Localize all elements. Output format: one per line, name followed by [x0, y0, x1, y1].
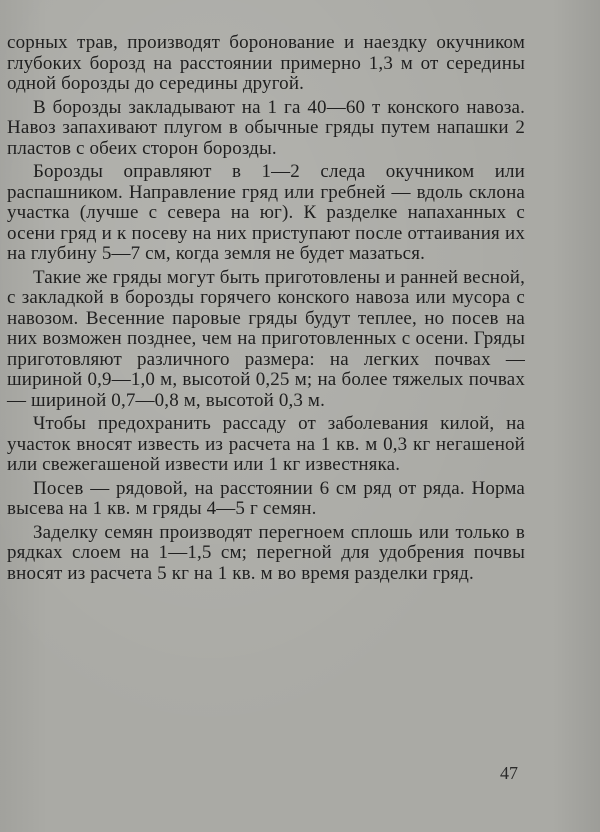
paragraph-3: Борозды оправляют в 1—2 следа окучником или распашником. Направление гряд или гребней — вдоль склона участка (лучше с севера на юг). К разделке напаханных с осени гряд и к посеву на них приступают после оттаивания их на глубину 5—7 см, когда земля не будет мазаться. [7, 161, 525, 264]
paragraph-2: В борозды закладывают на 1 га 40—60 т конского навоза. Навоз запахивают плугом в обычные гряды путем напашки 2 пластов с обеих сторон борозды. [7, 96, 525, 159]
page-body-text [7, 33, 525, 587]
paragraph-7: Заделку семян производят перегноем сплошь или только в рядках слоем на 1—1,5 см; перегной для удобрения почвы вносят из расчета 5 кг на 1 кв. м во время разделки гряд. [7, 521, 525, 584]
paragraph-6: Посев — рядовой, на расстоянии 6 см ряд от ряда. Норма высева на 1 кв. м гряды 4—5 г семян. [7, 477, 525, 519]
paragraph-1: сорных трав, производят боронование и наездку окучником глубоких борозд на расстоянии примерно 1,3 м от середины одной борозды до середины другой. [7, 32, 525, 94]
paragraph-4: Такие же гряды могут быть приготовлены и ранней весной, с закладкой в борозды горячего конского навоза или мусора с навозом. Весенние паровые гряды будут теплее, но посев на них возможен позднее, чем на приготовленных с осени. Гряды приготовляют различного размера: на легких почвах — шириной 0,9—1,0 м, высотой 0,25 м; на более тяжелых почвах — шириной 0,7—0,8 м, высотой 0,3 м. [7, 266, 525, 411]
paragraph-5: Чтобы предохранить рассаду от заболевания килой, на участок вносят известь из расчета на 1 кв. м 0,3 кг негашеной или свежегашеной извести или 1 кг известняка. [7, 413, 525, 475]
page-number: 47 [500, 763, 518, 783]
